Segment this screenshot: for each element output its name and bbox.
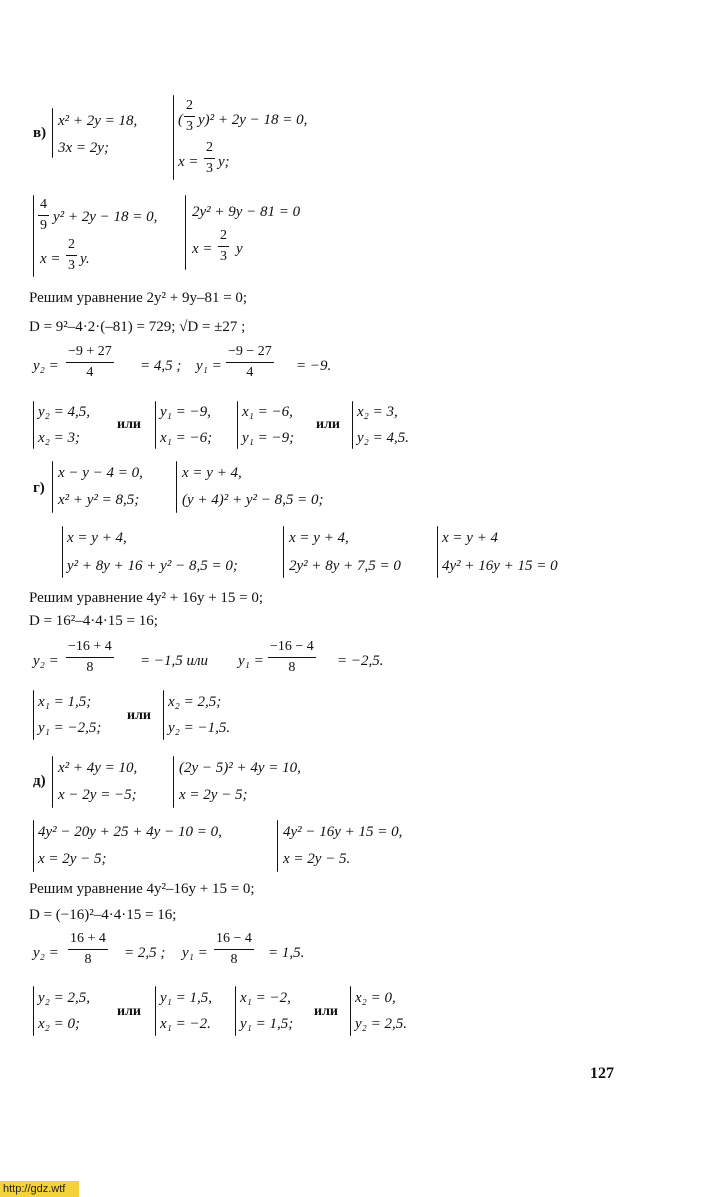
- eq-line: x = 2y − 5;: [179, 787, 248, 803]
- brace: [33, 820, 34, 872]
- brace: [237, 401, 238, 449]
- fraction: [68, 931, 108, 968]
- eq-part: = −9.: [296, 358, 332, 374]
- answer-line: y₁ = −9;: [242, 430, 295, 446]
- numerator: 2: [68, 237, 75, 252]
- discriminant: D = 9²–4·2·(–81) = 729; √D = ±27 ;: [29, 319, 246, 335]
- answer-line: x₁ = 1,5;: [38, 694, 92, 710]
- eq-line: 2y² + 8y + 7,5 = 0: [289, 558, 401, 574]
- denominator: 3: [68, 258, 75, 273]
- answer-line: y₂ = 4,5,: [38, 404, 90, 420]
- denominator: 9: [40, 218, 47, 233]
- page-number: 127: [590, 1065, 614, 1082]
- fraction: [184, 98, 195, 135]
- brace: [52, 108, 53, 158]
- denominator: 4: [86, 365, 94, 380]
- brace: [155, 986, 156, 1036]
- denominator: 8: [230, 952, 238, 967]
- eq-part: = 2,5 ;: [124, 945, 166, 961]
- answer-line: y₁ = 1,5,: [160, 990, 212, 1006]
- eq-line: x² + 4y = 10,: [58, 760, 138, 776]
- denominator: 3: [206, 161, 213, 176]
- answer-line: x₁ = −6;: [160, 430, 213, 446]
- eq-line: x = 2y − 5;: [38, 851, 107, 867]
- brace: [185, 195, 186, 270]
- answer-line: x₂ = 0,: [355, 990, 396, 1006]
- brace: [283, 526, 284, 578]
- brace: [350, 986, 351, 1036]
- eq-part: = 1,5.: [268, 945, 305, 961]
- answer-line: y₂ = 2,5,: [38, 990, 90, 1006]
- discriminant: D = 16²–4·4·15 = 16;: [29, 613, 158, 629]
- answer-line: y₁ = 1,5;: [240, 1016, 294, 1032]
- brace: [33, 401, 34, 449]
- fraction: [214, 931, 254, 968]
- eq-part: y: [236, 241, 243, 257]
- denominator: 8: [84, 952, 92, 967]
- eq-part: y₂ =: [33, 945, 59, 961]
- fraction-bar: [226, 362, 274, 363]
- eq-part: y₁ =: [238, 653, 264, 669]
- numerator: 4: [40, 197, 47, 212]
- brace: [277, 820, 278, 872]
- brace: [176, 461, 177, 513]
- brace: [33, 986, 34, 1036]
- fraction-bar: [66, 362, 114, 363]
- numerator: 16 − 4: [216, 931, 252, 946]
- answer-line: x₂ = 3,: [357, 404, 398, 420]
- eq-line: x = y + 4: [442, 530, 499, 546]
- or-word: или: [117, 1004, 141, 1019]
- brace: [33, 195, 34, 277]
- denominator: 8: [86, 660, 94, 675]
- numerator: −16 + 4: [68, 639, 112, 654]
- brace: [62, 526, 63, 578]
- brace: [173, 756, 174, 808]
- numerator: 2: [206, 140, 213, 155]
- discriminant: D = (−16)²–4·4·15 = 16;: [29, 907, 177, 923]
- eq-part: y;: [218, 154, 230, 170]
- eq-line: 4y² − 20y + 25 + 4y − 10 = 0,: [38, 824, 222, 840]
- eq-part: = 4,5 ;: [140, 358, 182, 374]
- brace: [155, 401, 156, 449]
- fraction-bar: [268, 657, 316, 658]
- denominator: 3: [220, 249, 227, 264]
- label-d: д): [33, 773, 46, 789]
- answer-line: x₂ = 0;: [38, 1016, 80, 1032]
- fraction-bar: [68, 949, 108, 950]
- eq-line: x² + 2y = 18,: [58, 113, 138, 129]
- fraction-bar: [66, 255, 77, 256]
- answer-line: y₂ = −1,5.: [168, 720, 231, 736]
- fraction: [66, 237, 77, 274]
- eq-line: y² + 8y + 16 + y² − 8,5 = 0;: [67, 558, 238, 574]
- fraction: [268, 639, 316, 676]
- eq-line: (2y − 5)² + 4y = 10,: [179, 760, 301, 776]
- eq-line: 4y² + 16y + 15 = 0: [442, 558, 558, 574]
- brace: [33, 690, 34, 740]
- eq-part: y₁ =: [196, 358, 222, 374]
- brace: [52, 461, 53, 513]
- numerator: −9 − 27: [228, 344, 272, 359]
- solve-text: Решим уравнение 2y² + 9y–81 = 0;: [29, 290, 248, 306]
- fraction: [66, 639, 114, 676]
- label-v: в): [33, 125, 47, 141]
- or-word: или: [127, 708, 151, 723]
- answer-line: x₁ = −2.: [160, 1016, 211, 1032]
- eq-line: x = y + 4,: [289, 530, 349, 546]
- answer-line: y₁ = −2,5;: [38, 720, 102, 736]
- brace: [437, 526, 438, 578]
- or-word: или: [117, 417, 141, 432]
- answer-line: y₂ = 4,5.: [357, 430, 409, 446]
- watermark-link[interactable]: http://gdz.wtf: [0, 1181, 79, 1197]
- numerator: 2: [220, 228, 227, 243]
- eq-part: = −2,5.: [337, 653, 384, 669]
- eq-part: y.: [80, 251, 90, 267]
- answer-line: x₁ = −6,: [242, 404, 293, 420]
- solve-text: Решим уравнение 4y²–16y + 15 = 0;: [29, 881, 255, 897]
- solve-text: Решим уравнение 4y² + 16y + 15 = 0;: [29, 590, 264, 606]
- answer-line: x₂ = 2,5;: [168, 694, 222, 710]
- denominator: 4: [246, 365, 254, 380]
- fraction: [66, 344, 114, 381]
- eq-part: = −1,5 или: [140, 653, 209, 669]
- eq-part: y)² + 2y − 18 = 0,: [198, 112, 308, 128]
- eq-line: 4y² − 16y + 15 = 0,: [283, 824, 403, 840]
- fraction-bar: [184, 116, 195, 117]
- eq-part: y₂ =: [33, 358, 59, 374]
- fraction-bar: [218, 246, 229, 247]
- answer-line: x₂ = 3;: [38, 430, 80, 446]
- eq-line: 2y² + 9y − 81 = 0: [192, 204, 301, 220]
- eq-part: x =: [178, 154, 199, 170]
- eq-line: 3x = 2y;: [58, 140, 109, 156]
- answer-line: y₁ = −9,: [160, 404, 211, 420]
- eq-part: (: [178, 112, 183, 128]
- eq-part: x =: [192, 241, 213, 257]
- numerator: 16 + 4: [70, 931, 106, 946]
- eq-line: x² + y² = 8,5;: [58, 492, 140, 508]
- fraction: [38, 197, 49, 234]
- fraction: [226, 344, 274, 381]
- or-word: или: [314, 1004, 338, 1019]
- brace: [173, 95, 174, 180]
- denominator: 3: [186, 119, 193, 134]
- eq-line: x − 2y = −5;: [58, 787, 137, 803]
- brace: [235, 986, 236, 1036]
- eq-part: y₂ =: [33, 653, 59, 669]
- label-g: г): [33, 480, 45, 496]
- brace: [52, 756, 53, 808]
- brace: [163, 690, 164, 740]
- numerator: −9 + 27: [68, 344, 112, 359]
- fraction-bar: [214, 949, 254, 950]
- brace: [352, 401, 353, 449]
- numerator: 2: [186, 98, 193, 113]
- eq-line: (y + 4)² + y² − 8,5 = 0;: [182, 492, 324, 508]
- denominator: 8: [288, 660, 296, 675]
- eq-part: y² + 2y − 18 = 0,: [53, 209, 158, 225]
- fraction: [204, 140, 215, 177]
- or-word: или: [316, 417, 340, 432]
- eq-part: y₁ =: [182, 945, 208, 961]
- eq-line: x − y − 4 = 0,: [58, 465, 143, 481]
- answer-line: y₂ = 2,5.: [355, 1016, 407, 1032]
- fraction-bar: [38, 215, 49, 216]
- answer-line: x₁ = −2,: [240, 990, 291, 1006]
- eq-line: x = y + 4,: [182, 465, 242, 481]
- eq-line: x = y + 4,: [67, 530, 127, 546]
- fraction-bar: [204, 158, 215, 159]
- numerator: −16 − 4: [270, 639, 314, 654]
- eq-part: x =: [40, 251, 61, 267]
- fraction-bar: [66, 657, 114, 658]
- eq-line: x = 2y − 5.: [283, 851, 351, 867]
- fraction: [218, 228, 229, 265]
